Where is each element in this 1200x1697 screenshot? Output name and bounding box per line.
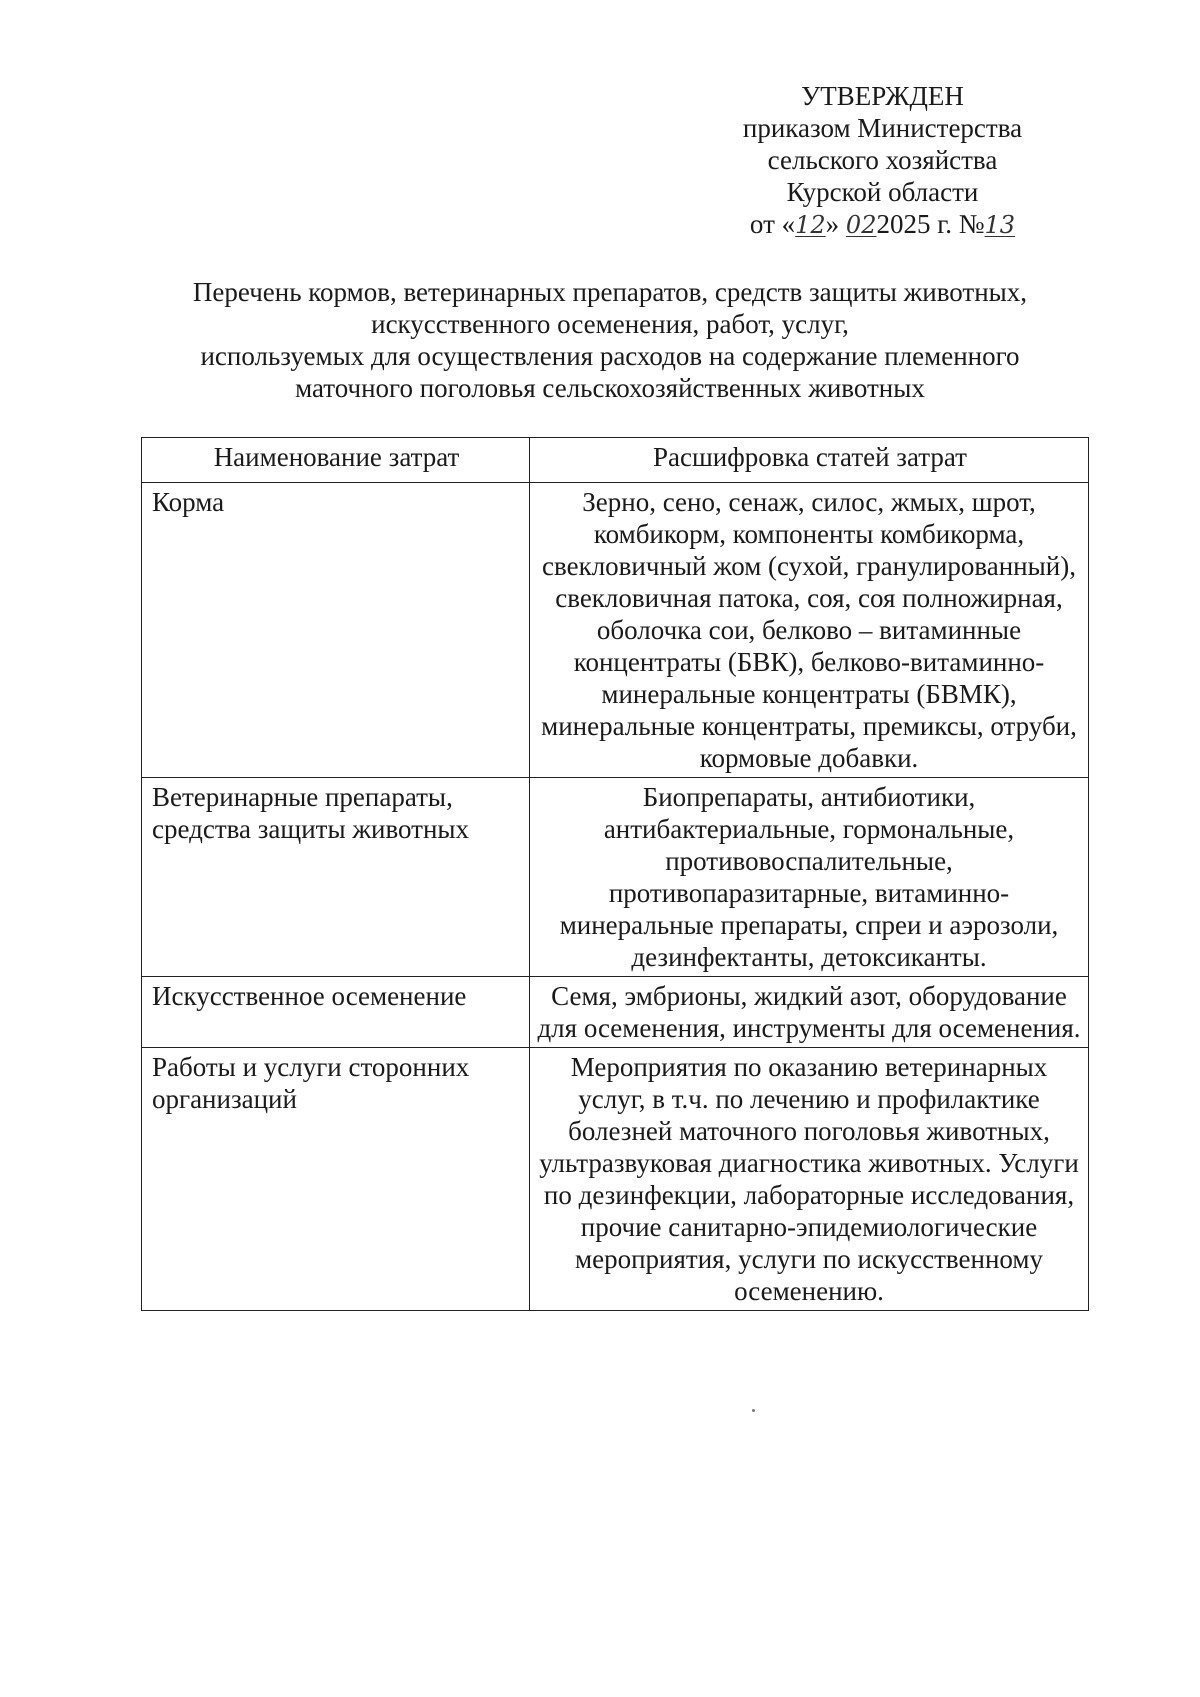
cost-name-cell: Искусственное осеменение (142, 977, 530, 1048)
table-row (142, 1048, 1089, 1311)
handwritten-day: 12 (795, 211, 826, 239)
table-row (142, 977, 1089, 1048)
approval-line-order: приказом Министерства (742, 113, 1023, 143)
column-header-name: Наименование затрат (142, 438, 530, 483)
cost-name-cell: Ветеринарные препараты, средства защиты животных (142, 778, 530, 977)
cost-name-cell: Работы и услуги сторонних организаций (142, 1048, 530, 1311)
handwritten-number: 13 (984, 211, 1016, 239)
date-prefix: от « (749, 209, 796, 239)
handwritten-month: 02 (845, 211, 877, 239)
title-line-3: используемых для осуществления расходов на содержание племенного (200, 341, 1020, 371)
approval-line-region: Курской области (786, 177, 979, 207)
cost-name-cell: Корма (142, 483, 530, 778)
approval-line-ministry: сельского хозяйства (767, 145, 998, 175)
document-title (100, 276, 1120, 404)
title-line-2: искусственного осеменения, работ, услуг, (371, 309, 849, 339)
table-row (142, 778, 1089, 977)
table-row (142, 483, 1089, 778)
date-mid: » (825, 209, 840, 239)
title-line-4: маточного поголовья сельскохозяйственных животных (295, 373, 925, 403)
cost-description-cell: Биопрепараты, антибиотики, антибактериальные, гормональные, противовоспалительные, противопаразитарные, витаминно-минеральные препараты, спреи и аэрозоли, дезинфектанты, детоксиканты. (530, 778, 1089, 977)
costs-table (141, 437, 1089, 1311)
approval-heading: УТВЕРЖДЕН (801, 81, 964, 111)
title-line-1: Перечень кормов, ветеринарных препаратов, средств защиты животных, (192, 277, 1028, 307)
approval-date-line (690, 208, 1075, 241)
cost-description-cell: Семя, эмбрионы, жидкий азот, оборудование для осеменения, инструменты для осеменения. (530, 977, 1089, 1048)
column-header-description: Расшифровка статей затрат (530, 438, 1089, 483)
cost-description-cell: Зерно, сено, сенаж, силос, жмых, шрот, комбикорм, компоненты комбикорма, свекловичный жом (сухой, гранулированный), свекловичная патока, соя, соя полножирная, оболочка сои, белково – витаминные концентраты (БВК), белково-витаминно-минеральные концентраты (БВМК), минеральные концентраты, премиксы, отруби, кормовые добавки. (530, 483, 1089, 778)
date-year: 2025 г. № (876, 209, 985, 239)
cost-description-cell: Мероприятия по оказанию ветеринарных услуг, в т.ч. по лечению и профилактике болезней маточного поголовья животных, ультразвуковая диагностика животных. Услуги по дезинфекции, лабораторные исследования, прочие санитарно-эпидемиологические мероприятия, услуги по искусственному осеменению. (530, 1048, 1089, 1311)
scan-speck (752, 1409, 755, 1412)
approval-stamp (690, 80, 1075, 241)
table-header-row (142, 438, 1089, 483)
